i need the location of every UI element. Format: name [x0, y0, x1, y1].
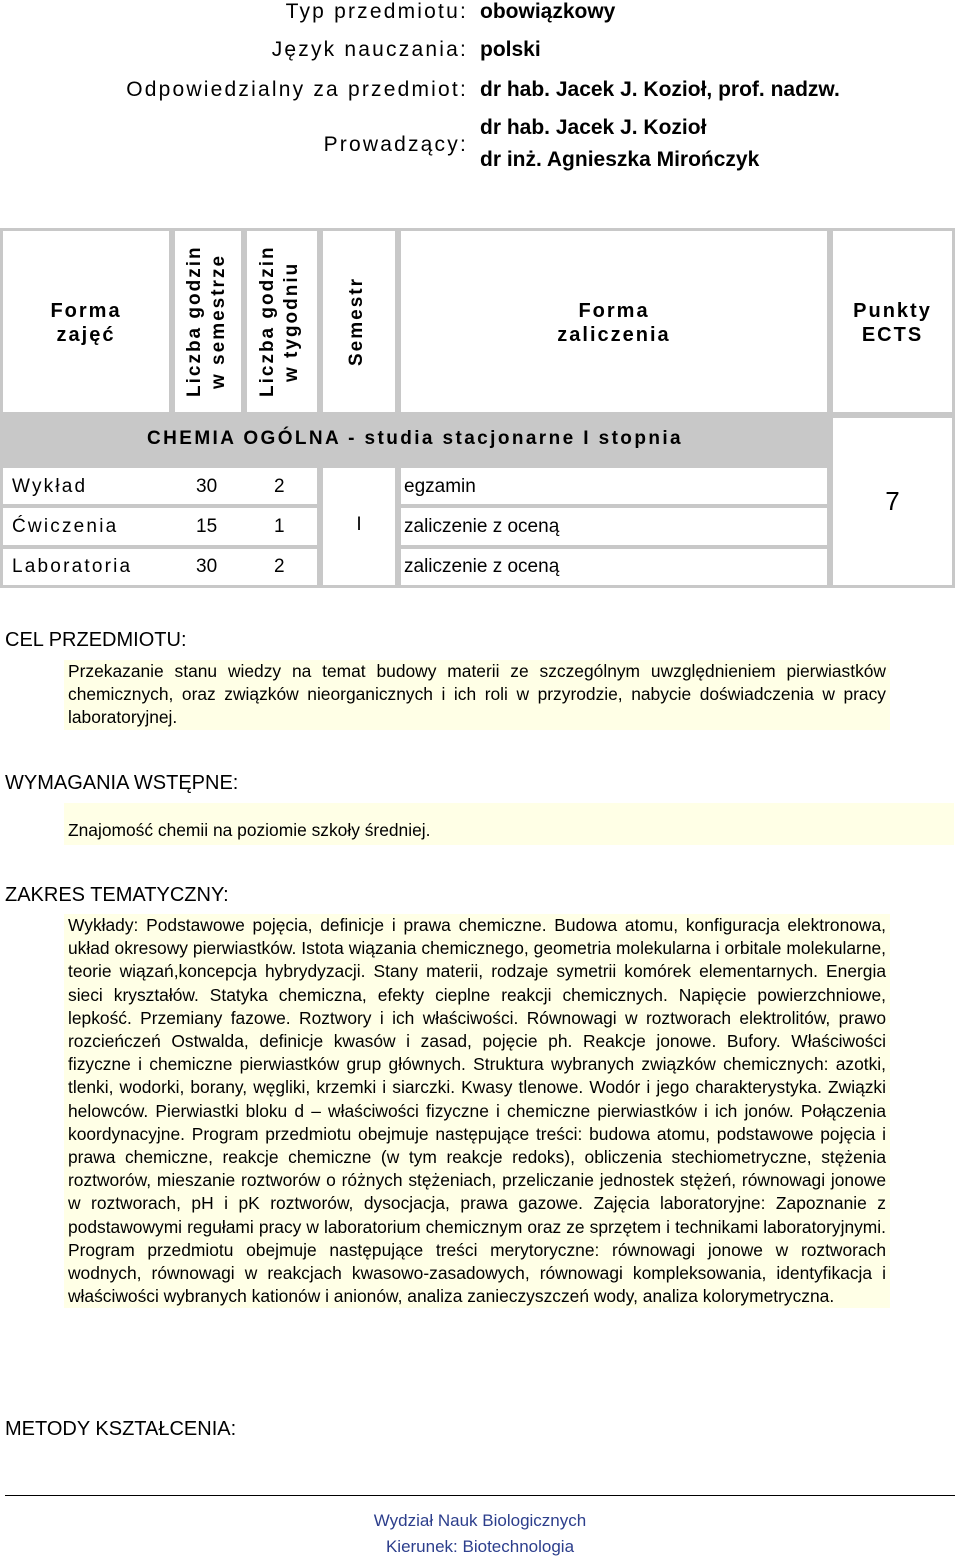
footer-kierunek: Kierunek: Biotechnologia — [385, 1537, 575, 1556]
section-title: CHEMIA OGÓLNA - studia stacjonarne I stopnia — [3, 418, 827, 462]
row-godz-tyg: 2 — [274, 476, 285, 497]
odpowiedzialny-label: Odpowiedzialny za przedmiot: — [126, 78, 468, 101]
table-row — [3, 468, 317, 504]
row-godz-sem: 30 — [196, 476, 218, 497]
jezyk-value: polski — [480, 38, 541, 61]
cel-title: CEL PRZEDMIOTU: — [5, 629, 187, 651]
zakres-title: ZAKRES TEMATYCZNY: — [5, 884, 229, 906]
row-godz-tyg: 1 — [274, 516, 285, 537]
row-forma: Ćwiczenia — [12, 516, 119, 537]
course-table — [0, 228, 955, 588]
row-godz-tyg: 2 — [274, 556, 285, 577]
row-forma: Laboratoria — [12, 556, 133, 577]
header-semestr: Semestr — [323, 231, 395, 412]
table-row-zal — [401, 508, 827, 545]
table-row — [3, 508, 317, 545]
footer-faculty: Wydział Nauk Biologicznych — [373, 1511, 587, 1530]
typ-label: Typ przedmiotu: — [285, 0, 468, 23]
prowadzacy-label: Prowadzący: — [323, 133, 468, 156]
header-godziny-semestr: Liczba godzin w semestrze — [175, 231, 241, 412]
header-ects: Punkty ECTS — [833, 231, 952, 412]
typ-value: obowiązkowy — [480, 0, 616, 23]
footer-divider — [5, 1495, 955, 1496]
row-zaliczenie: zaliczenie z oceną — [404, 516, 560, 537]
wymagania-title: WYMAGANIA WSTĘPNE: — [5, 772, 239, 794]
semestr-cell — [323, 468, 395, 585]
semestr-value: I — [356, 514, 362, 535]
table-row-zal — [401, 468, 827, 504]
wymagania-text: Znajomość chemii na poziomie szkoły średniej. — [64, 803, 954, 845]
header-forma-zajec: Forma zajęć — [3, 231, 169, 412]
table-row-zal — [401, 549, 827, 585]
header-forma-zaliczenia: Forma zaliczenia — [401, 231, 827, 412]
row-zaliczenie: zaliczenie z oceną — [404, 556, 560, 577]
row-godz-sem: 30 — [196, 556, 218, 577]
header-godziny-tydzien: Liczba godzin w tygodniu — [247, 231, 317, 412]
metody-title: METODY KSZTAŁCENIA: — [5, 1418, 237, 1440]
ects-cell — [833, 418, 952, 585]
row-zaliczenie: egzamin — [404, 476, 476, 497]
row-godz-sem: 15 — [196, 516, 218, 537]
odpowiedzialny-value: dr hab. Jacek J. Kozioł, prof. nadzw. — [480, 78, 840, 101]
table-row — [3, 549, 317, 585]
prowadzacy-value-2: dr inż. Agnieszka Mirończyk — [480, 148, 760, 171]
row-forma: Wykład — [12, 476, 88, 497]
ects-value: 7 — [885, 486, 900, 516]
jezyk-label: Język nauczania: — [271, 38, 468, 61]
cel-text: Przekazanie stanu wiedzy na temat budowy materii ze szczególnym uwzględnieniem pierwiastków chemicznych, oraz związków nieorganicznych i ich roli w przyrodzie, nabycie doświadczenia w pracy laboratoryjnej. — [64, 660, 890, 730]
zakres-text: Wykłady: Podstawowe pojęcia, definicje i prawa chemiczne. Budowa atomu, konfiguracja elektronowa, układ okresowy pierwiastków. Istota wiązania chemicznego, geometria molekularna i orbitale molekularne, teorie wiązań,koncepcja hybrydyzacji. Stany materii, rodzaje symetrii komórek elementarnych. Energia sieci kryształów. Statyka chemiczna, efekty cieplne reakcji chemicznych. Napięcie powierzchniowe, lepkość. Przemiany fazowe. Roztwory i ich właściwości. Równowagi w roztworach elektrolitów, prawo rozcieńczeń Ostwalda, definicje kwasów i zasad, pojęcie ph. Reakcje jonowe. Bufory. Właściwości fizyczne i chemiczne pierwiastków grup głównych. Struktura wybranych związków chemicznych: azotki, tlenki, wodorki, borany, węgliki, krzemki i siarczki. Kwasy tlenowe. Wodór i jego charakterystyka. Związki helowców. Pierwiastki bloku d – właściwości fizyczne i chemiczne pierwiastków i ich jonów. Połączenia koordynacyjne. Program przedmiotu obejmuje następujące treści: budowa atomu, podstawowe pojęcia i prawa chemiczne, reakcje chemiczne (w tym reakcje redoks), obliczenia stechiometryczne, stężenia roztworów, mieszanie roztworów o różnych stężeniach, przeliczanie jednostek stężeń, równowagi jonowe w roztworach, pH i pK roztworów, dysocjacja, prawa gazowe. Zajęcia laboratoryjne: Zapoznanie z podstawowymi regułami pracy w laboratorium chemicznym oraz ze sprzętem i technikami laboratoryjnymi. Program przedmiotu obejmuje następujące treści merytoryczne: równowagi jonowe w roztworach wodnych, równowagi w reakcjach kwasowo-zasadowych, równowagi kompleksowania, identyfikacja i właściwości wybranych kationów i anionów, analiza zanieczyszczeń wody, analiza kolorymetryczna. — [64, 914, 890, 1308]
prowadzacy-value-1: dr hab. Jacek J. Kozioł — [480, 116, 707, 139]
